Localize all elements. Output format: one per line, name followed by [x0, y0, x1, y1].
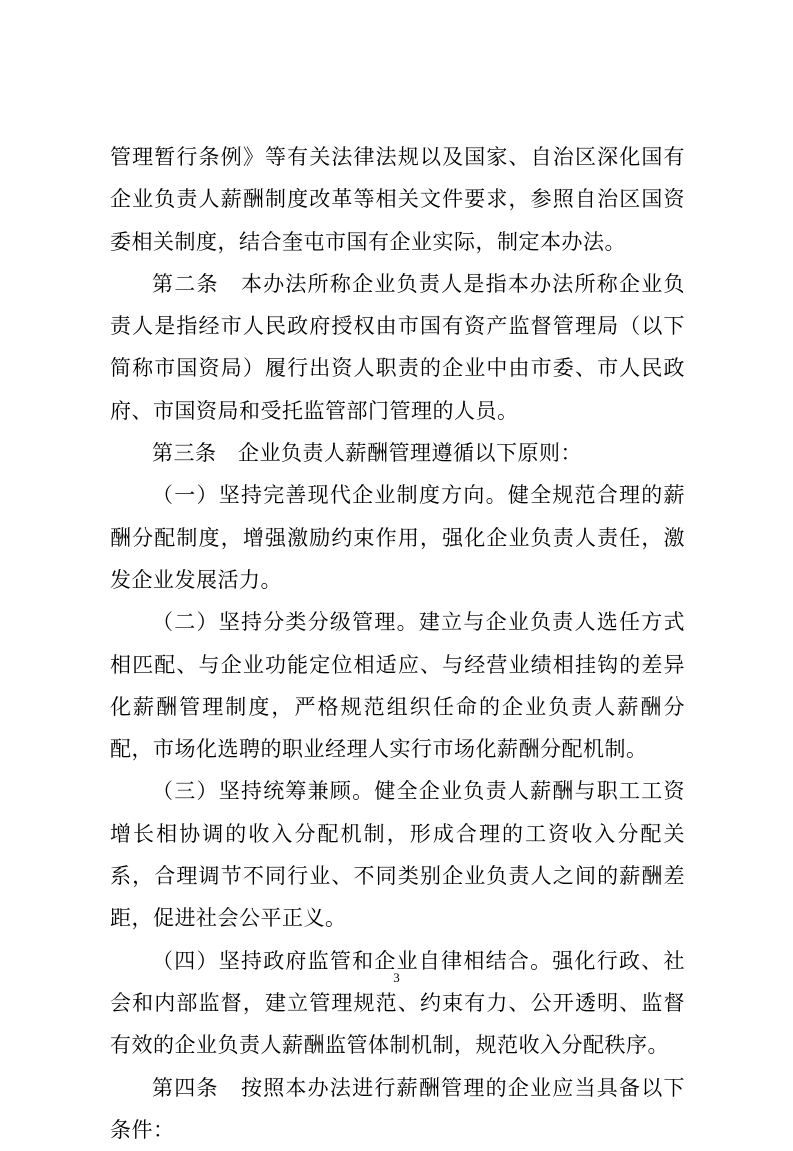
page-number: 3	[393, 970, 400, 985]
document-body	[110, 136, 685, 1151]
paragraph-article-3: 第三条 企业负责人薪酬管理遵循以下原则：	[152, 441, 582, 466]
paragraph-article-2: 第二条 本办法所称企业负责人是指本办法所称企业负责人是指经市人民政府授权由市国有资产监督管理局（以下简称市国资局）履行出资人职责的企业中由市委、市人民政府、市国资局和受托监管部门管理的人员。	[110, 271, 685, 423]
paragraph-principle-4: （四）坚持政府监管和企业自律相结合。强化行政、社会和内部监督，建立管理规范、约束有力、公开透明、监督有效的企业负责人薪酬监管体制机制，规范收入分配秩序。	[110, 948, 685, 1058]
paragraph-article-4: 第四条 按照本办法进行薪酬管理的企业应当具备以下条件：	[110, 1075, 685, 1142]
paragraph-principle-1: （一）坚持完善现代企业制度方向。健全规范合理的薪酬分配制度，增强激励约束作用，强化企业负责人责任，激发企业发展活力。	[110, 483, 685, 592]
paragraph-principle-2: （二）坚持分类分级管理。建立与企业负责人选任方式相匹配、与企业功能定位相适应、与经营业绩相挂钩的差异化薪酬管理制度，严格规范组织任命的企业负责人薪酬分配，市场化选聘的职业经理人实行市场化薪酬分配机制。	[110, 610, 685, 762]
paragraph-principle-3: （三）坚持统筹兼顾。健全企业负责人薪酬与职工工资增长相协调的收入分配机制，形成合理的工资收入分配关系，合理调节不同行业、不同类别企业负责人之间的薪酬差距，促进社会公平正义。	[110, 779, 685, 931]
paragraph-continuation: 管理暂行条例》等有关法律法规以及国家、自治区深化国有企业负责人薪酬制度改革等相关文件要求，参照自治区国资委相关制度，结合奎屯市国有企业实际，制定本办法。	[110, 145, 685, 254]
